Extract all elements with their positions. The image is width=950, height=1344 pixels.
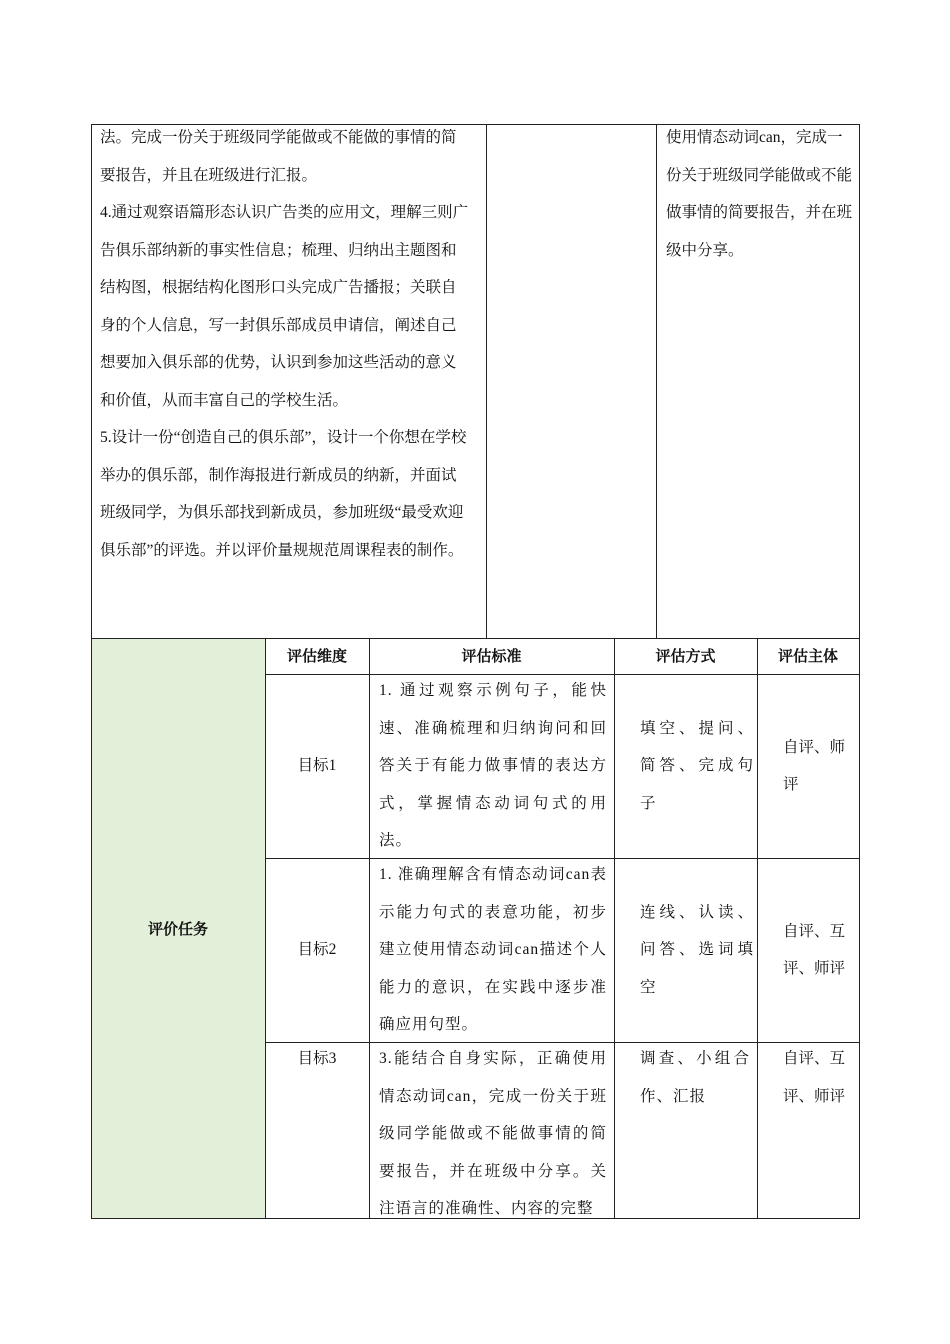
border [265, 1042, 860, 1043]
row2-method-cell [640, 858, 754, 1042]
border [265, 638, 266, 1219]
row3-dimension-text: 目标3 [297, 1050, 337, 1067]
border [369, 638, 370, 1219]
header-standard: 评估标准 [461, 647, 522, 665]
evaluation-section-label: 评价任务 [147, 920, 208, 938]
left-paragraph-2: 4.通过观察语篇形态认识广告类的应用文，理解三则广告俱乐部纳新的事实性信息；梳理、归纳出主题图和结构图，根据结构化图形口头完成广告播报；关联自身的个人信息，写一封俱乐部成员申请信，阐述自己想要加入俱乐部的优势，认识到参加这些活动的意义和价值，从而丰富自己的学校生活。 [100, 204, 469, 409]
border [859, 124, 860, 1219]
left-paragraph-1: 法。完成一份关于班级同学能做或不能做的事情的简要报告，并且在班级进行汇报。 [100, 129, 457, 184]
row2-subject-cell [783, 858, 855, 1042]
row3-standard: 3.能结合自身实际，正确使用情态动词can，完成一份关于班级同学能做或不能做事情的简要报告，并在班级中分享。关注语言的准确性、内容的完整 [379, 1050, 607, 1217]
border [91, 124, 860, 125]
row1-dimension [265, 674, 369, 858]
border [656, 124, 657, 638]
border [265, 858, 860, 859]
row2-dimension [265, 858, 369, 1042]
row1-subject-cell [783, 674, 855, 858]
row1-subject: 自评、师评 [783, 738, 846, 793]
border [91, 1218, 860, 1219]
row3-subject: 自评、互评、师评 [783, 1050, 846, 1105]
header-subject: 评估主体 [777, 647, 838, 665]
header-dimension: 评估维度 [286, 647, 347, 665]
border [91, 124, 92, 1219]
row3-dimension [265, 1040, 369, 1076]
header-method: 评估方式 [655, 647, 716, 665]
row3-method: 调查、小组合作、汇报 [640, 1050, 750, 1105]
left-paragraph-3: 5.设计一份“创造自己的俱乐部”，设计一个你想在学校举办的俱乐部，制作海报进行新成员的纳新，并面试班级同学，为俱乐部找到新成员，参加班级“最受欢迎俱乐部”的评选。并以评价量规规范周课程表的制作。 [100, 429, 467, 559]
row1-dimension-text: 目标1 [297, 757, 337, 775]
row1-method-cell [640, 674, 754, 858]
border [614, 638, 615, 1219]
row2-subject: 自评、互评、师评 [783, 922, 846, 977]
row2-method: 连线、认读、问答、选词填空 [640, 903, 754, 996]
border [265, 674, 860, 675]
row1-method: 填空、提问、简答、完成句子 [640, 719, 754, 812]
evaluation-label-cell [91, 638, 265, 1219]
upper-left-cell [100, 119, 470, 637]
border [757, 638, 758, 1219]
right-text: 使用情态动词can，完成一份关于班级同学能做或不能做事情的简要报告，并在班级中分享。 [666, 129, 853, 259]
border [486, 124, 487, 638]
upper-middle-cell [492, 119, 650, 637]
border [91, 638, 860, 639]
row2-standard: 1. 准确理解含有情态动词can表示能力句式的表意功能，初步建立使用情态动词can描述个人能力的意识，在实践中逐步准确应用句型。 [379, 866, 607, 1033]
upper-right-cell [666, 119, 852, 637]
row2-dimension-text: 目标2 [297, 941, 337, 959]
row1-standard: 1. 通过观察示例句子，能快速、准确梳理和归纳询问和回答关于有能力做事情的表达方式，掌握情态动词句式的用法。 [379, 682, 607, 849]
